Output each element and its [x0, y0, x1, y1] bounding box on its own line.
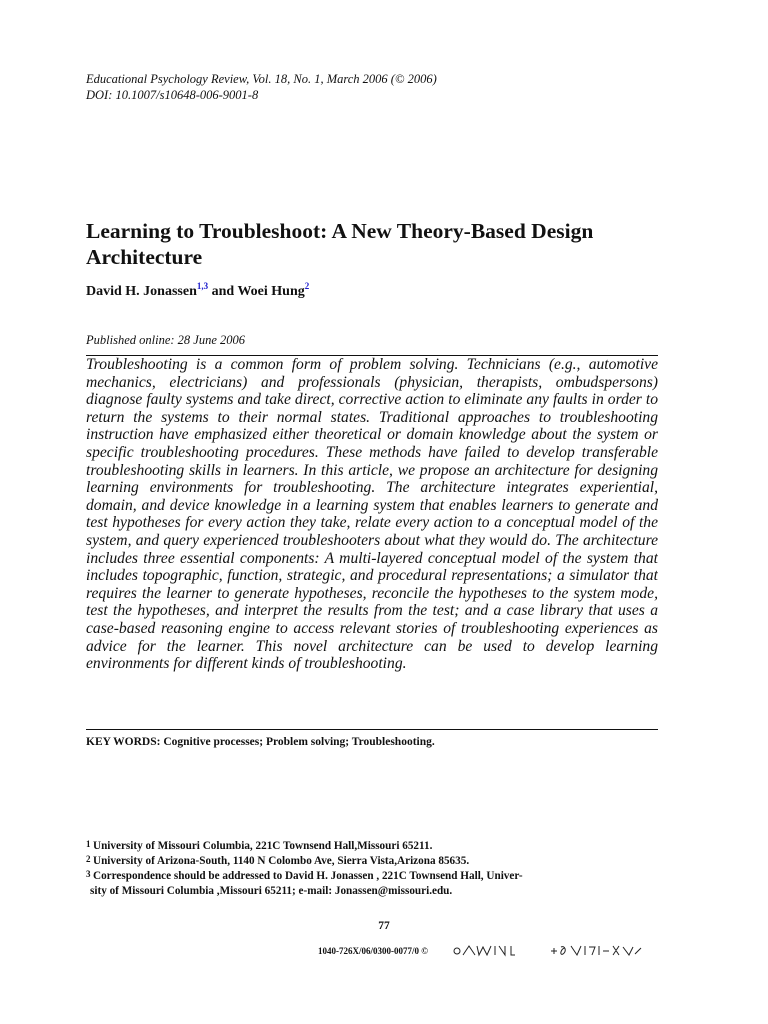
footnote-number: 3: [86, 869, 91, 879]
doi: DOI: 10.1007/s10648-006-9001-8: [86, 88, 259, 102]
author-affiliation[interactable]: 2: [304, 281, 310, 291]
footnote-text: Correspondence should be addressed to David H. Jonassen , 221C Townsend Hall, Univer-: [93, 870, 523, 882]
issn-line: 1040-726X/06/0300-0077/0 ©: [318, 946, 428, 956]
author-list: [86, 281, 310, 300]
abstract: Troubleshooting is a common form of problem solving. Technicians (e.g., automotive mechanics, electricians) and professionals (physician, therapists, ombudspersons) diagnose faulty systems and take direct, corrective action to eliminate any faults in order to return the systems to their normal states. Traditional approaches to troubleshooting instruction have emphasized either theoretical or domain knowledge about the system or specific troubleshooting procedures. These methods have failed to develop transferable troubleshooting skills in learners. In this article, we propose an architecture for designing learning environments for troubleshooting. The architecture integrates experiential, domain, and device knowledge in a learning system that enables learners to generate and test hypotheses for every action they take, relate every action to a conceptual model of the system, and query experienced troubleshooters about what they would do. The architecture includes three essential components: A multi-layered conceptual model of the system that includes topographic, function, strategic, and procedural representations; a simulator that requires the learner to generate hypotheses, reconcile the hypotheses to the system mode, test the hypotheses, and interpret the results from the test; and a case library that uses a case-based reasoning engine to access relevant stories of troubleshooting experiences as advice for the learner. This novel architecture can be used to develop learning environments for different kinds of troubleshooting.: [86, 356, 658, 673]
author-join: and: [211, 284, 235, 299]
abstract-rule-bottom: [86, 729, 658, 730]
footnote-number: 2: [86, 854, 91, 864]
page-number: 77: [378, 920, 390, 932]
footnote: [86, 867, 662, 898]
footnote-text: University of Arizona-South, 1140 N Colombo Ave, Sierra Vista,Arizona 85635.: [93, 855, 470, 867]
journal-citation: Educational Psychology Review, Vol. 18, No. 1, March 2006 (© 2006): [86, 72, 437, 86]
footnote-text-continued: sity of Missouri Columbia ,Missouri 65211; e-mail: Jonassen@missouri.edu.: [90, 884, 453, 897]
author-name: David H. Jonassen: [86, 284, 197, 299]
footnote-text: University of Missouri Columbia, 221C Townsend Hall,Missouri 65211.: [93, 840, 433, 852]
author-affiliation[interactable]: 1,3: [196, 281, 209, 291]
published-date: Published online: 28 June 2006: [86, 333, 245, 347]
publisher-logo-icon: [453, 942, 643, 960]
article-title: Learning to Troubleshoot: A New Theory-Based Design Architecture: [86, 219, 594, 269]
keywords: KEY WORDS: Cognitive processes; Problem solving; Troubleshooting.: [86, 736, 435, 748]
footnote-number: 1: [86, 839, 91, 849]
author-name: Woei Hung: [237, 284, 305, 299]
